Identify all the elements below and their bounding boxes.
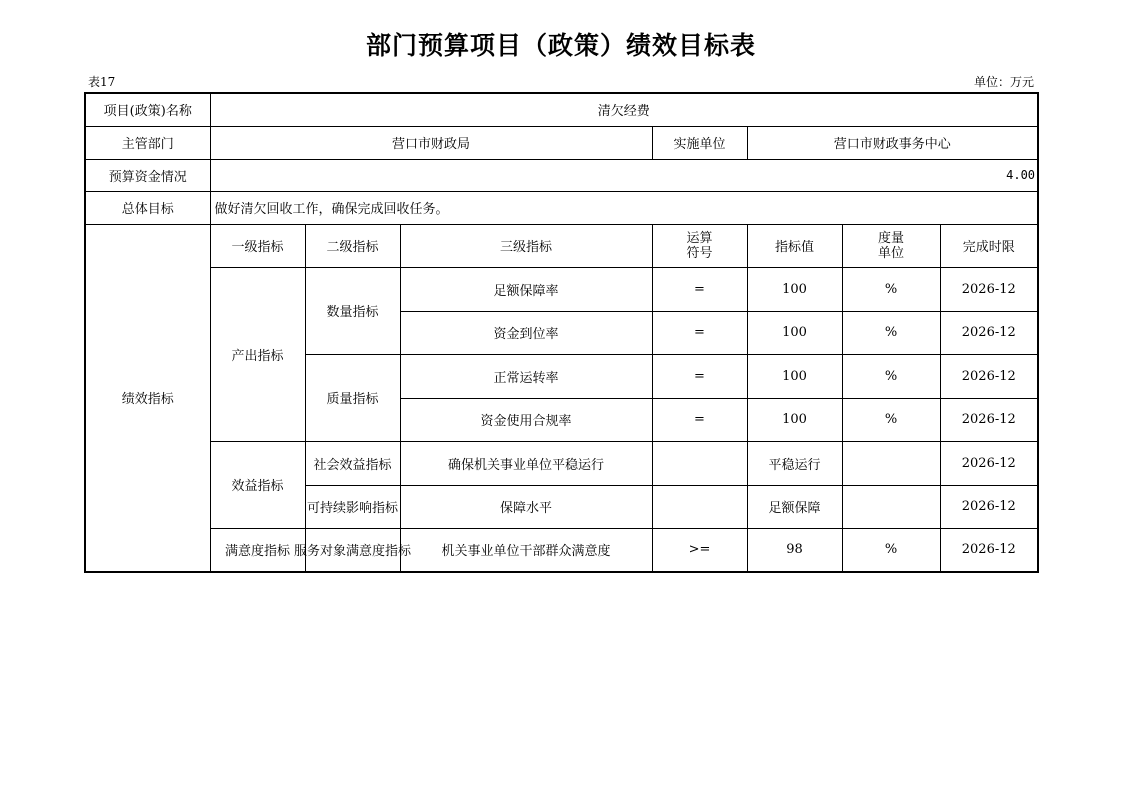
department-row — [85, 126, 1038, 159]
group-service-satisfaction-text: 服务对象满意度指标 — [293, 544, 411, 560]
indicator-unit: % — [842, 267, 940, 311]
group-sustainability-text: 可持续影响指标 — [306, 501, 398, 516]
header-value: 指标值 — [747, 224, 842, 267]
header-unit-line2: 单位 — [877, 245, 904, 261]
indicator-value: 平稳运行 — [747, 441, 842, 485]
budget-row — [85, 159, 1038, 191]
indicator-deadline: 2026-12 — [940, 354, 1038, 398]
header-operator — [652, 224, 747, 267]
header-unit — [842, 224, 940, 267]
header-level3: 三级指标 — [400, 224, 652, 267]
header-deadline: 完成时限 — [940, 224, 1038, 267]
header-unit-line1: 度量 — [877, 230, 904, 246]
header-level1: 一级指标 — [210, 224, 305, 267]
indicator-value: 98 — [747, 528, 842, 572]
indicator-deadline: 2026-12 — [940, 528, 1038, 572]
indicator-l3: 资金使用合规率 — [400, 398, 652, 441]
table-row — [85, 441, 1038, 485]
unit-label: 单位：万元 — [973, 75, 1034, 89]
indicator-value: 足额保障 — [747, 485, 842, 528]
indicator-l3: 确保机关事业单位平稳运行 — [400, 441, 652, 485]
table-number: 表17 — [88, 75, 116, 89]
indicator-operator: = — [652, 267, 747, 311]
indicator-value: 100 — [747, 354, 842, 398]
group-benefit: 效益指标 — [210, 441, 305, 528]
indicator-unit: % — [842, 354, 940, 398]
implementing-unit-value: 营口市财政事务中心 — [747, 126, 1038, 159]
table-row — [85, 528, 1038, 572]
indicator-header-row — [85, 224, 1038, 267]
indicator-l3: 保障水平 — [400, 485, 652, 528]
performance-target-table — [84, 92, 1039, 573]
department-value: 营口市财政局 — [210, 126, 652, 159]
group-satisfaction: 满意度指标 — [210, 528, 305, 572]
indicator-value: 100 — [747, 311, 842, 354]
page-title: 部门预算项目（政策）绩效目标表 — [365, 31, 756, 60]
budget-label: 预算资金情况 — [85, 159, 210, 191]
indicator-l3: 资金到位率 — [400, 311, 652, 354]
indicator-deadline: 2026-12 — [940, 485, 1038, 528]
group-quantity: 数量指标 — [305, 267, 400, 354]
implementing-unit-label: 实施单位 — [652, 126, 747, 159]
indicator-value: 100 — [747, 398, 842, 441]
indicator-unit: % — [842, 528, 940, 572]
project-name-row — [85, 93, 1038, 126]
indicator-unit — [842, 485, 940, 528]
project-name-label: 项目(政策)名称 — [85, 93, 210, 126]
indicator-operator: = — [652, 398, 747, 441]
project-name-value: 清欠经费 — [210, 93, 1038, 126]
indicator-deadline: 2026-12 — [940, 267, 1038, 311]
overall-goal-row — [85, 191, 1038, 224]
indicator-unit: % — [842, 311, 940, 354]
overall-goal-value: 做好清欠回收工作，确保完成回收任务。 — [210, 191, 1038, 224]
indicator-unit — [842, 441, 940, 485]
group-sustainability — [305, 485, 400, 528]
indicator-operator: >= — [652, 528, 747, 572]
indicator-deadline: 2026-12 — [940, 398, 1038, 441]
indicator-operator — [652, 485, 747, 528]
indicator-l3: 机关事业单位干部群众满意度 — [400, 528, 652, 572]
indicator-operator: = — [652, 354, 747, 398]
indicator-value: 100 — [747, 267, 842, 311]
indicator-l3: 足额保障率 — [400, 267, 652, 311]
group-service-satisfaction — [293, 528, 411, 572]
table-row — [85, 267, 1038, 311]
indicator-deadline: 2026-12 — [940, 441, 1038, 485]
header-operator-line2: 符号 — [686, 245, 713, 261]
indicator-unit: % — [842, 398, 940, 441]
department-label: 主管部门 — [85, 126, 210, 159]
group-output: 产出指标 — [210, 267, 305, 441]
indicator-operator: = — [652, 311, 747, 354]
header-operator-line1: 运算 — [686, 230, 713, 246]
header-level2: 二级指标 — [305, 224, 400, 267]
group-quality: 质量指标 — [305, 354, 400, 441]
indicator-l3: 正常运转率 — [400, 354, 652, 398]
group-social-benefit: 社会效益指标 — [305, 441, 400, 485]
overall-goal-label: 总体目标 — [85, 191, 210, 224]
indicator-deadline: 2026-12 — [940, 311, 1038, 354]
performance-indicator-label: 绩效指标 — [85, 224, 210, 572]
indicator-operator — [652, 441, 747, 485]
budget-value: 4.00 — [210, 159, 1038, 191]
